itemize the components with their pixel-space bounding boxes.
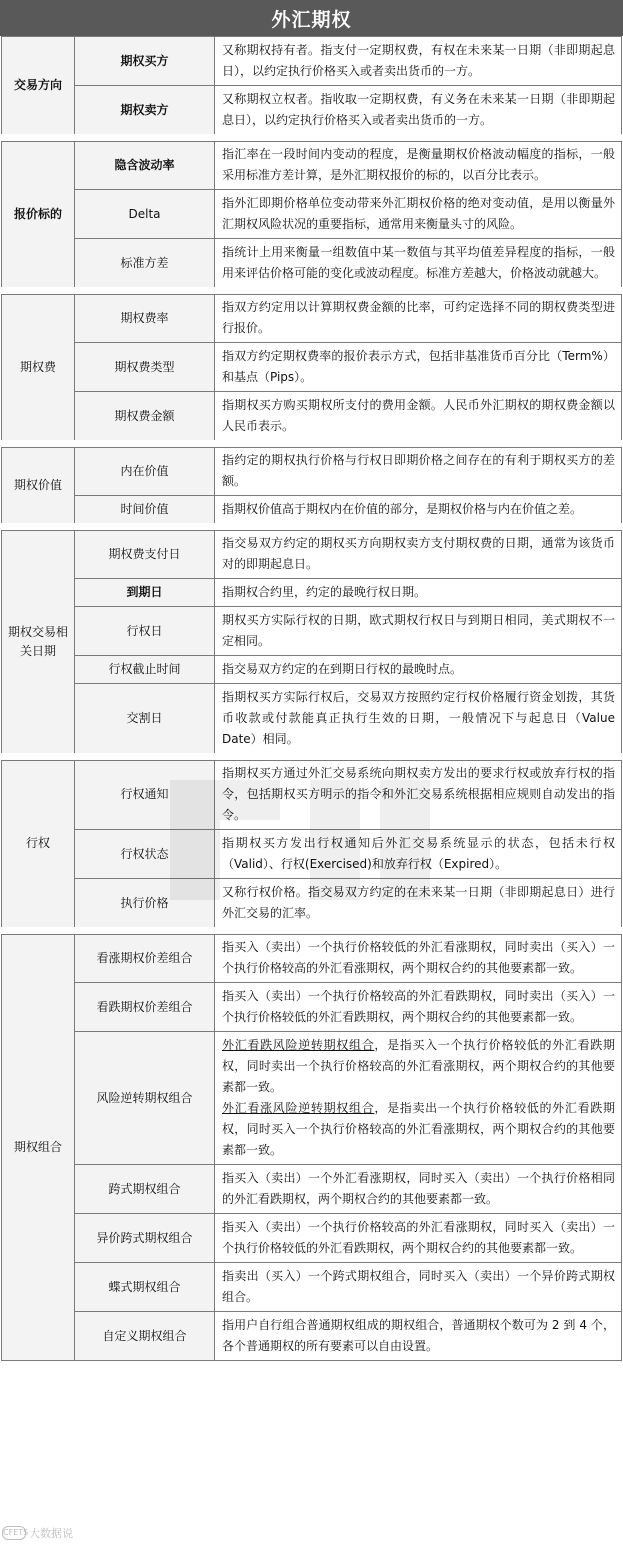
table-row [2, 607, 622, 656]
definition-text: ，是指买入一个执行价格较低的外汇看跌期权，同时卖出一个执行价格较高的外汇看涨期权，两个期权合约的其他要素都一致。 [222, 1038, 615, 1094]
term-cell: 期权费金额 [75, 392, 215, 444]
watermark-logo: CFETS [2, 1526, 26, 1540]
table-row [2, 239, 622, 291]
term-cell: 期权费率 [75, 291, 215, 343]
definition-cell: 指买入（卖出）一个执行价格较低的外汇看涨期权，同时卖出（买入）一个执行价格较高的外汇看涨期权，两个期权合约的其他要素都一致。 [215, 931, 622, 983]
table-row [2, 1032, 622, 1165]
table-row [2, 931, 622, 983]
term-cell: 期权买方 [75, 37, 215, 86]
definition-cell: 期权买方实际行权的日期，欧式期权行权日与到期日相同，美式期权不一定相同。 [215, 607, 622, 656]
term-cell: 异价跨式期权组合 [75, 1214, 215, 1263]
table-row [2, 291, 622, 343]
term-cell: 期权费类型 [75, 343, 215, 392]
watermark-text: 大数据说 [29, 1527, 73, 1540]
definition-cell: 指买入（卖出）一个外汇看涨期权，同时买入（卖出）一个执行价格相同的外汇看跌期权，两个期权合约的其他要素都一致。 [215, 1165, 622, 1214]
definition-cell: 指约定的期权执行价格与行权日即期价格之间存在的有利于期权买方的差额。 [215, 444, 622, 496]
definition-cell: 又称期权立权者。指收取一定期权费，有义务在未来某一日期（非即期起息日），以约定执行价格买入或者卖出货币的一方。 [215, 86, 622, 138]
definition-cell [215, 1032, 622, 1165]
glossary-body [2, 37, 622, 1361]
table-row [2, 983, 622, 1032]
term-cell: 自定义期权组合 [75, 1312, 215, 1361]
category-cell: 期权费 [2, 291, 75, 444]
table-row [2, 656, 622, 684]
definition-cell: 指双方约定期权费率的报价表示方式，包括非基准货币百分比（Term%）和基点（Pips）。 [215, 343, 622, 392]
definition-text: ，是指卖出一个执行价格较低的外汇看跌期权，同时买入一个执行价格较高的外汇看涨期权，两个期权合约的其他要素都一致。 [222, 1101, 615, 1157]
term-cell: 风险逆转期权组合 [75, 1032, 215, 1165]
definition-cell: 指交易双方约定的期权买方向期权卖方支付期权费的日期，通常为该货币对的即期起息日。 [215, 527, 622, 579]
definition-paragraph [222, 1098, 615, 1161]
definition-cell: 指汇率在一段时间内变动的程度，是衡量期权价格波动幅度的指标，一般采用标准方差计算，是外汇期权报价的标的，以百分比表示。 [215, 138, 622, 190]
definition-cell: 指外汇即期价格单位变动带来外汇期权价格的绝对变动值，是用以衡量外汇期权风险状况的重要指标，通常用来衡量头寸的风险。 [215, 190, 622, 239]
definition-cell: 指期权合约里，约定的最晚行权日期。 [215, 579, 622, 607]
table-row [2, 138, 622, 190]
definition-cell: 指统计上用来衡量一组数值中某一数值与其平均值差异程度的指标，一般用来评估价格可能的变化或波动程度。标准方差越大，价格波动就越大。 [215, 239, 622, 291]
footer-watermark [2, 1525, 73, 1541]
table-row [2, 37, 622, 86]
term-cell: 时间价值 [75, 496, 215, 527]
term-cell: 执行价格 [75, 879, 215, 931]
term-cell: 交割日 [75, 684, 215, 757]
definition-cell: 指用户自行组合普通期权组成的期权组合，普通期权个数可为 2 到 4 个，各个普通期权的所有要素可以自由设置。 [215, 1312, 622, 1361]
table-row [2, 757, 622, 830]
table-row [2, 1165, 622, 1214]
table-row [2, 579, 622, 607]
term-cell: 期权卖方 [75, 86, 215, 138]
category-cell: 交易方向 [2, 37, 75, 138]
term-cell: 内在价值 [75, 444, 215, 496]
table-row [2, 684, 622, 757]
definition-cell: 指期权买方实际行权后，交易双方按照约定行权价格履行资金划拨，其货币收款或付款能真正执行生效的日期，一般情况下与起息日（Value Date）相同。 [215, 684, 622, 757]
definition-cell: 指期权买方发出行权通知后外汇交易系统显示的状态，包括未行权（Valid）、行权(Exercised)和放弃行权（Expired）。 [215, 830, 622, 879]
table-row [2, 392, 622, 444]
table-row [2, 86, 622, 138]
term-cell: Delta [75, 190, 215, 239]
definition-cell: 指期权买方通过外汇交易系统向期权卖方发出的要求行权或放弃行权的指令，包括期权买方明示的指令和外汇交易系统根据相应规则自动发出的指令。 [215, 757, 622, 830]
term-cell: 行权状态 [75, 830, 215, 879]
definition-cell: 指卖出（买入）一个跨式期权组合，同时买入（卖出）一个异价跨式期权组合。 [215, 1263, 622, 1312]
category-cell: 期权价值 [2, 444, 75, 527]
table-row [2, 1214, 622, 1263]
table-row [2, 830, 622, 879]
term-cell: 蝶式期权组合 [75, 1263, 215, 1312]
term-cell: 行权日 [75, 607, 215, 656]
table-row [2, 1263, 622, 1312]
definition-cell: 指买入（卖出）一个执行价格较高的外汇看涨期权，同时买入（卖出）一个执行价格较低的外汇看跌期权，两个期权合约的其他要素都一致。 [215, 1214, 622, 1263]
definition-cell: 指期权买方购买期权所支付的费用金额。人民币外汇期权的期权费金额以人民币表示。 [215, 392, 622, 444]
term-cell: 看跌期权价差组合 [75, 983, 215, 1032]
definition-cell: 指交易双方约定的在到期日行权的最晚时点。 [215, 656, 622, 684]
definition-cell: 指双方约定用以计算期权费金额的比率，可约定选择不同的期权费类型进行报价。 [215, 291, 622, 343]
term-cell: 期权费支付日 [75, 527, 215, 579]
term-cell: 看涨期权价差组合 [75, 931, 215, 983]
table-row [2, 1312, 622, 1361]
underlined-term: 外汇看涨风险逆转期权组合 [222, 1101, 375, 1115]
term-cell: 标准方差 [75, 239, 215, 291]
category-cell: 期权交易相关日期 [2, 527, 75, 757]
term-cell: 到期日 [75, 579, 215, 607]
term-cell: 隐含波动率 [75, 138, 215, 190]
definition-cell: 指买入（卖出）一个执行价格较高的外汇看跌期权，同时卖出（买入）一个执行价格较低的外汇看跌期权，两个期权合约的其他要素都一致。 [215, 983, 622, 1032]
page-title: 外汇期权 [0, 0, 623, 36]
definition-paragraph [222, 1035, 615, 1098]
term-cell: 跨式期权组合 [75, 1165, 215, 1214]
definition-cell: 指期权价值高于期权内在价值的部分，是期权价格与内在价值之差。 [215, 496, 622, 527]
term-cell: 行权截止时间 [75, 656, 215, 684]
underlined-term: 外汇看跌风险逆转期权组合 [222, 1038, 375, 1052]
table-row [2, 190, 622, 239]
category-cell: 期权组合 [2, 931, 75, 1361]
definition-cell: 又称行权价格。指交易双方约定的在未来某一日期（非即期起息日）进行外汇交易的汇率。 [215, 879, 622, 931]
term-cell: 行权通知 [75, 757, 215, 830]
table-row [2, 444, 622, 496]
definition-cell: 又称期权持有者。指支付一定期权费，有权在未来某一日期（非即期起息日），以约定执行价格买入或者卖出货币的一方。 [215, 37, 622, 86]
category-cell: 报价标的 [2, 138, 75, 291]
table-row [2, 496, 622, 527]
category-cell: 行权 [2, 757, 75, 931]
table-row [2, 527, 622, 579]
table-row [2, 879, 622, 931]
table-row [2, 343, 622, 392]
glossary-table [1, 36, 622, 1361]
